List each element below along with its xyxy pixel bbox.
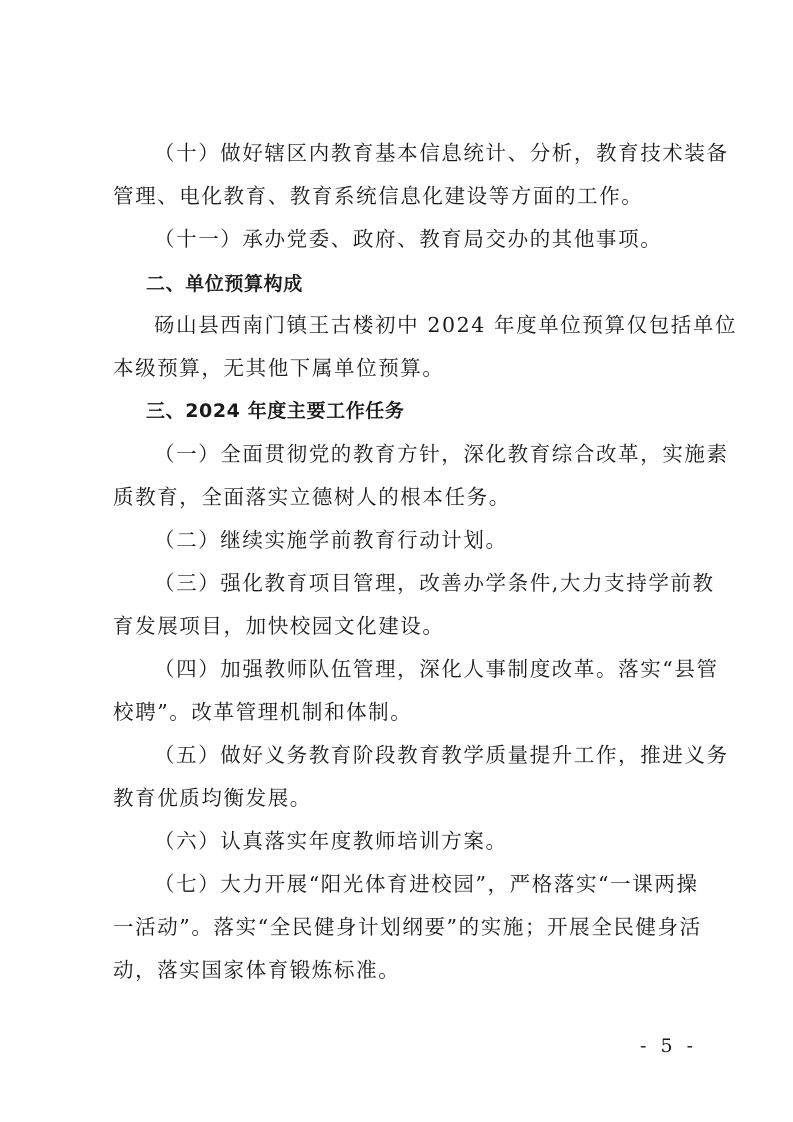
budget-paragraph-line-2: 本级预算，无其他下属单位预算。 xyxy=(113,356,445,380)
task-1-line-2: 质教育，全面落实立德树人的根本任务。 xyxy=(113,485,511,509)
section-heading-main-tasks: 三、2024 年度主要工作任务 xyxy=(146,400,405,422)
task-5-line-1: （五）做好义务教育阶段教育教学质量提升工作，推进义务 xyxy=(154,743,729,767)
section-heading-budget-composition: 二、单位预算构成 xyxy=(146,273,303,295)
paragraph-item-11: （十一）承办党委、政府、教育局交办的其他事项。 xyxy=(154,227,663,251)
task-1-line-1: （一）全面贯彻党的教育方针，深化教育综合改革，实施素 xyxy=(154,442,729,466)
task-5-line-2: 教育优质均衡发展。 xyxy=(113,786,312,810)
task-7-line-1: （七）大力开展“阳光体育进校园”，严格落实“一课两操 xyxy=(154,872,699,896)
task-3-line-1: （三）强化教育项目管理，改善办学条件,大力支持学前教 xyxy=(154,571,715,595)
task-6: （六）认真落实年度教师培训方案。 xyxy=(154,829,508,853)
task-7-line-3: 动，落实国家体育锻炼标准。 xyxy=(113,958,401,982)
task-3-line-2: 育发展项目，加快校园文化建设。 xyxy=(113,614,445,638)
budget-paragraph-line-1: 砀山县西南门镇王古楼初中 2024 年度单位预算仅包括单位 xyxy=(154,313,738,337)
task-7-line-2: 一活动”。落实“全民健身计划纲要”的实施；开展全民健身活 xyxy=(113,915,702,939)
task-4-line-2: 校聘”。改革管理机制和体制。 xyxy=(113,700,413,724)
paragraph-item-10-line-1: （十）做好辖区内教育基本信息统计、分析，教育技术装备 xyxy=(154,141,729,165)
task-4-line-1: （四）加强教师队伍管理，深化人事制度改革。落实“县管 xyxy=(154,657,719,681)
paragraph-item-10-line-2: 管理、电化教育、教育系统信息化建设等方面的工作。 xyxy=(113,184,644,208)
page-number: - 5 - xyxy=(639,1035,697,1057)
task-2: （二）继续实施学前教育行动计划。 xyxy=(154,528,508,552)
